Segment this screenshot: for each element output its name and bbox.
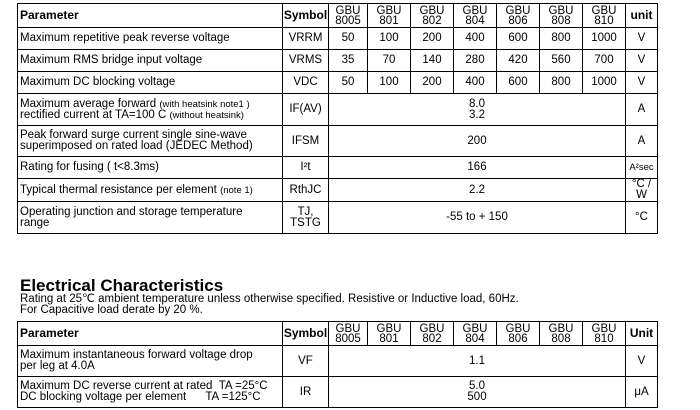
symbol-ifsm: IFSM — [283, 126, 329, 157]
value-vf: 1.1 — [329, 346, 626, 377]
unit-vf: V — [626, 346, 658, 377]
unit-ifav: A — [626, 94, 658, 126]
unit-header: unit — [626, 4, 658, 28]
value-cell: 50 — [329, 72, 368, 94]
symbol-fusing: I²t — [283, 157, 329, 179]
parameter-header: Parameter — [18, 322, 283, 346]
value-cell: 1000 — [583, 28, 626, 50]
value-cell: 1000 — [583, 72, 626, 94]
unit-vrms: V — [626, 50, 658, 72]
ratings-table — [17, 3, 658, 234]
table-row — [18, 202, 658, 234]
model-header-801: GBU 801 — [368, 4, 411, 28]
value-temp: -55 to + 150 — [329, 202, 626, 234]
model-header-804: GBU 804 — [454, 4, 497, 28]
value-cell: 70 — [368, 50, 411, 72]
symbol-temp: TJ, TSTG — [283, 202, 329, 234]
table-row — [18, 126, 658, 157]
unit-header: Unit — [626, 322, 658, 346]
value-cell: 400 — [454, 72, 497, 94]
value-rth: 2.2 — [329, 179, 626, 202]
unit-vrrm: V — [626, 28, 658, 50]
value-ifsm: 200 — [329, 126, 626, 157]
symbol-ir: IR — [283, 377, 329, 408]
rating-note: Rating at 25℃ ambient temperature unless otherwise specified. Resistive or Inductive load, 60Hz. — [20, 293, 519, 305]
value-cell: 400 — [454, 28, 497, 50]
model-header-810: GBU 810 — [583, 4, 626, 28]
param-ifav: Maximum average forward (with heatsink note1 ) rectified current at TA=100 C (without heatsink) — [18, 94, 283, 126]
symbol-vf: VF — [283, 346, 329, 377]
param-vrms: Maximum RMS bridge input voltage — [18, 50, 283, 72]
table-row — [18, 157, 658, 179]
model-header-806: GBU 806 — [497, 322, 540, 346]
value-fusing: 166 — [329, 157, 626, 179]
value-cell: 100 — [368, 28, 411, 50]
symbol-vrms: VRMS — [283, 50, 329, 72]
value-ir: 5.0 500 — [329, 377, 626, 408]
unit-vdc: V — [626, 72, 658, 94]
model-header-802: GBU 802 — [411, 322, 454, 346]
value-cell: 560 — [540, 50, 583, 72]
value-cell: 100 — [368, 72, 411, 94]
model-header-806: GBU 806 — [497, 4, 540, 28]
model-header-808: GBU 808 — [540, 322, 583, 346]
model-header-8005: GBU 8005 — [329, 4, 368, 28]
model-header-808: GBU 808 — [540, 4, 583, 28]
param-ifsm: Peak forward surge current single sine-wave superimposed on rated load (JEDEC Method) — [18, 126, 283, 157]
model-header-804: GBU 804 — [454, 322, 497, 346]
value-cell: 800 — [540, 72, 583, 94]
value-cell: 35 — [329, 50, 368, 72]
table-row — [18, 50, 658, 72]
value-cell: 800 — [540, 28, 583, 50]
value-cell: 200 — [411, 28, 454, 50]
model-header-801: GBU 801 — [368, 322, 411, 346]
param-ir: Maximum DC reverse current at rated TA =25°C DC blocking voltage per element TA =125°C — [18, 377, 283, 408]
table-row — [18, 28, 658, 50]
symbol-vrrm: VRRM — [283, 28, 329, 50]
unit-fusing: A²sec — [626, 157, 658, 179]
derate-note: For Capacitive load derate by 20 %. — [20, 304, 203, 316]
unit-ifsm: A — [626, 126, 658, 157]
value-cell: 200 — [411, 72, 454, 94]
ratings-header-row — [18, 4, 658, 28]
symbol-ifav: IF(AV) — [283, 94, 329, 126]
table-row — [18, 72, 658, 94]
param-fusing: Rating for fusing ( t<8.3ms) — [18, 157, 283, 179]
value-cell: 600 — [497, 28, 540, 50]
model-header-8005: GBU 8005 — [329, 322, 368, 346]
electrical-table — [17, 321, 658, 408]
value-cell: 420 — [497, 50, 540, 72]
value-cell: 140 — [411, 50, 454, 72]
section-title: Electrical Characteristics — [20, 276, 224, 295]
table-row — [18, 346, 658, 377]
unit-rth: °C / W — [626, 179, 658, 202]
unit-temp: °C — [626, 202, 658, 234]
param-temp: Operating junction and storage temperature range — [18, 202, 283, 234]
value-ifav: 8.0 3.2 — [329, 94, 626, 126]
parameter-header: Parameter — [18, 4, 283, 28]
model-header-802: GBU 802 — [411, 4, 454, 28]
model-header-810: GBU 810 — [583, 322, 626, 346]
electrical-header-row — [18, 322, 658, 346]
param-vdc: Maximum DC blocking voltage — [18, 72, 283, 94]
param-vf: Maximum instantaneous forward voltage drop per leg at 4.0A — [18, 346, 283, 377]
symbol-vdc: VDC — [283, 72, 329, 94]
symbol-header: Symbol — [283, 322, 329, 346]
value-cell: 600 — [497, 72, 540, 94]
param-rth: Typical thermal resistance per element (note 1) — [18, 179, 283, 202]
value-cell: 280 — [454, 50, 497, 72]
table-row — [18, 94, 658, 126]
unit-ir: μA — [626, 377, 658, 408]
value-cell: 50 — [329, 28, 368, 50]
symbol-rth: RthJC — [283, 179, 329, 202]
param-vrrm: Maximum repetitive peak reverse voltage — [18, 28, 283, 50]
table-row — [18, 377, 658, 408]
table-row — [18, 179, 658, 202]
symbol-header: Symbol — [283, 4, 329, 28]
value-cell: 700 — [583, 50, 626, 72]
